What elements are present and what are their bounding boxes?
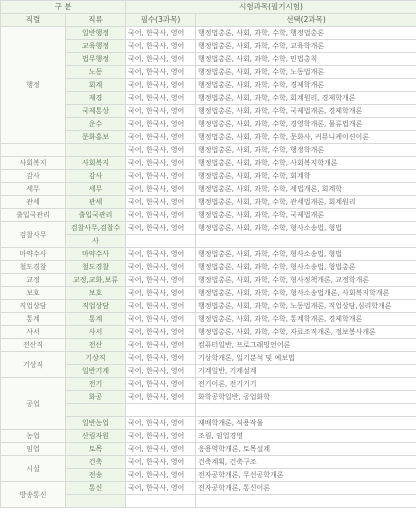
required-subjects-cell: 국어, 한국사, 영어 (126, 40, 196, 53)
optional-subjects-cell: 행정법총론, 사회, 과학, 수학, 사회복지학개론 (196, 157, 416, 170)
position-cell (66, 144, 126, 157)
optional-subjects-cell: 행정법총론, 사회, 과학, 수학, 국제법개론 (196, 209, 416, 222)
position-cell (66, 495, 126, 508)
required-subjects-cell: 국어, 한국사, 영어 (126, 456, 196, 469)
required-subjects-cell: 국어, 한국사, 영어 (126, 274, 196, 287)
position-cell: 전기 (66, 378, 126, 391)
required-subjects-cell: 국어, 한국사, 영어 (126, 118, 196, 131)
optional-subjects-cell: 행정법총론, 사회, 과학, 수학, 형사정책개론, 교정학개론 (196, 274, 416, 287)
table-row (1, 482, 416, 495)
optional-subjects-cell: 행정법총론, 사회, 과학, 수학, 자료조직개론, 정보봉사개론 (196, 326, 416, 339)
category-cell: 감사 (1, 170, 66, 183)
optional-subjects-cell: 전자공학개론, 무선공학개론 (196, 469, 416, 482)
optional-subjects-cell: 행정법총론, 사회, 과학, 수학, 형사소송법, 형법총론 (196, 261, 416, 274)
required-subjects-cell (126, 495, 196, 508)
position-cell: 화공 (66, 391, 126, 404)
optional-subjects-cell: 행정법총론, 사회, 과학, 수학, 경제학개론 (196, 79, 416, 92)
category-cell: 임업 (1, 443, 66, 456)
optional-subjects-cell: 행정법총론, 사회, 과학, 수학, 경영학개론, 물류법개론 (196, 118, 416, 131)
category-cell: 사서 (1, 326, 66, 339)
required-header: 필수(3과목) (126, 14, 196, 27)
position-cell: 재경 (66, 92, 126, 105)
position-cell: 감사 (66, 170, 126, 183)
position-cell: 사 (66, 235, 126, 248)
category-cell: 공업 (1, 378, 66, 430)
category-cell: 방송통신 (1, 482, 66, 508)
position-cell: 교육행정 (66, 40, 126, 53)
optional-subjects-cell (196, 235, 416, 248)
optional-subjects-cell: 행정법총론, 사회, 과학, 수학, 관세법개론, 회계원리 (196, 196, 416, 209)
position-cell: 직업상담 (66, 300, 126, 313)
table-row (1, 443, 416, 456)
category-cell: 철도경찰 (1, 261, 66, 274)
optional-subjects-cell: 재배학개론, 식용작물 (196, 417, 416, 430)
category-header: 직렬 (1, 14, 66, 27)
optional-subjects-cell: 건축계획, 건축구조 (196, 456, 416, 469)
position-cell: 철도경찰 (66, 261, 126, 274)
position-cell: 법무행정 (66, 53, 126, 66)
position-cell: 토목 (66, 443, 126, 456)
optional-subjects-cell: 행정법총론, 사회, 과학, 수학, 문화사, 커뮤니케이션이론 (196, 131, 416, 144)
table-row (1, 287, 416, 300)
table-row (1, 456, 416, 469)
table-row (1, 352, 416, 365)
required-subjects-cell: 국어, 한국사, 영어 (126, 131, 196, 144)
position-cell: 사서 (66, 326, 126, 339)
optional-header: 선택(2과목) (196, 14, 416, 27)
optional-subjects-cell: 컴퓨터일반, 프로그래밍언어론 (196, 339, 416, 352)
position-cell: 문화홍보 (66, 131, 126, 144)
category-cell (1, 144, 66, 157)
position-cell: 일반농업 (66, 417, 126, 430)
position-cell: 기상직 (66, 352, 126, 365)
table-row (1, 222, 416, 235)
required-subjects-cell: 국어, 한국사, 영어 (126, 53, 196, 66)
required-subjects-cell: 국어, 한국사, 영어 (126, 105, 196, 118)
optional-subjects-cell: 행정법총론, 사회, 과학, 수학, 행정법총론 (196, 27, 416, 40)
table-row (1, 248, 416, 261)
required-subjects-cell: 국어, 한국사, 영어 (126, 261, 196, 274)
position-cell: 통계 (66, 313, 126, 326)
required-subjects-cell: 국어, 한국사, 영어 (126, 92, 196, 105)
required-subjects-cell: 국어, 한국사, 영어 (126, 248, 196, 261)
required-subjects-cell: 국어, 한국사, 영어 (126, 313, 196, 326)
optional-subjects-cell: 행정법총론, 사회, 과학, 수학, 회계학 (196, 170, 416, 183)
optional-subjects-cell: 기상학개론, 일기분석 및 예보법 (196, 352, 416, 365)
table-row (1, 300, 416, 313)
optional-subjects-cell: 조림, 임업경영 (196, 430, 416, 443)
required-subjects-cell: 국어, 한국사, 영어 (126, 391, 196, 404)
position-cell: 산림자원 (66, 430, 126, 443)
table-row (1, 209, 416, 222)
position-cell: 교정,교화,보류 (66, 274, 126, 287)
position-cell: 전송 (66, 469, 126, 482)
required-subjects-cell: 국어, 한국사, 영어 (126, 170, 196, 183)
required-subjects-cell: 국어, 한국사, 영어 (126, 352, 196, 365)
table-row (1, 144, 416, 157)
required-subjects-cell: 국어, 한국사, 영어 (126, 378, 196, 391)
optional-subjects-cell: 행정법총론, 사회, 과학, 수학, 형사소송법, 형법 (196, 222, 416, 235)
required-subjects-cell: 국어, 한국사, 영어 (126, 157, 196, 170)
required-subjects-cell: 국어, 한국사, 영어 (126, 183, 196, 196)
position-cell: 일반행정 (66, 27, 126, 40)
table-row (1, 274, 416, 287)
optional-subjects-cell: 화학공학일반, 공업화학 (196, 391, 416, 404)
required-subjects-cell: 국어, 한국사, 영어 (126, 222, 196, 235)
optional-subjects-cell: 행정법총론, 사회, 과학, 수학, 형사소송법, 형법 (196, 248, 416, 261)
optional-subjects-cell: 행정법총론, 사회, 과학, 수학, 노동법개론, 직업상담,심리학개론 (196, 300, 416, 313)
optional-subjects-cell: 행정법총론, 사회, 과학, 수학, 국제법개론, 경제학개론 (196, 105, 416, 118)
position-cell: 보호 (66, 287, 126, 300)
category-cell: 행정 (1, 27, 66, 144)
required-subjects-cell: 국어, 한국사, 영어 (126, 482, 196, 495)
required-subjects-cell: 국어, 한국사, 영어 (126, 326, 196, 339)
category-cell: 직업상담 (1, 300, 66, 313)
category-cell: 통계 (1, 313, 66, 326)
optional-subjects-cell (196, 495, 416, 508)
table-row (1, 378, 416, 391)
position-cell: 마약수사 (66, 248, 126, 261)
table-row (1, 183, 416, 196)
optional-subjects-cell: 행정법총론, 사회, 과학, 수학, 교육학개론 (196, 40, 416, 53)
table-row (1, 170, 416, 183)
category-cell: 세무 (1, 183, 66, 196)
optional-subjects-cell: 전자공학개론, 통신이론 (196, 482, 416, 495)
table-row (1, 339, 416, 352)
position-cell: 회계 (66, 79, 126, 92)
position-cell: 출입국관리 (66, 209, 126, 222)
optional-subjects-cell: 행정법총론, 사회, 과학, 수학, 민법총칙 (196, 53, 416, 66)
category-cell: 출입국관리 (1, 209, 66, 222)
position-cell: 검찰사무,검찰수 (66, 222, 126, 235)
category-cell: 사회복지 (1, 157, 66, 170)
category-cell: 시설 (1, 456, 66, 482)
table-row (1, 27, 416, 40)
position-cell: 일반기계 (66, 365, 126, 378)
required-subjects-cell: 국어, 한국사, 영어 (126, 287, 196, 300)
table-row (1, 157, 416, 170)
required-subjects-cell: 국어, 한국사, 영어 (126, 417, 196, 430)
required-subjects-cell: 국어, 한국사, 영어 (126, 144, 196, 157)
optional-subjects-cell: 행정법총론, 사회, 과학, 수학, 행정학개론 (196, 144, 416, 157)
table-row (1, 196, 416, 209)
required-subjects-cell: 국어, 한국사, 영어 (126, 469, 196, 482)
position-cell: 전산 (66, 339, 126, 352)
group-header: 구 분 (1, 1, 126, 14)
position-cell: 국제통상 (66, 105, 126, 118)
required-subjects-cell: 국어, 한국사, 영어 (126, 209, 196, 222)
required-subjects-cell: 국어, 한국사, 영어 (126, 430, 196, 443)
optional-subjects-cell: 전기이론, 전기기기 (196, 378, 416, 391)
category-cell: 교정 (1, 274, 66, 287)
optional-subjects-cell (196, 404, 416, 417)
table-row (1, 326, 416, 339)
position-cell: 건축 (66, 456, 126, 469)
category-cell: 관세 (1, 196, 66, 209)
required-subjects-cell: 국어, 한국사, 영어 (126, 27, 196, 40)
required-subjects-cell (126, 235, 196, 248)
required-subjects-cell: 국어, 한국사, 영어 (126, 79, 196, 92)
position-cell: 관세 (66, 196, 126, 209)
required-subjects-cell: 국어, 한국사, 영어 (126, 66, 196, 79)
optional-subjects-cell: 행정법총론, 사회, 과학, 수학, 회계원리, 경제학개론 (196, 92, 416, 105)
required-subjects-cell: 국어, 한국사, 영어 (126, 339, 196, 352)
position-cell: 통신 (66, 482, 126, 495)
position-header: 직류 (66, 14, 126, 27)
optional-subjects-cell: 응용역학개론, 토목설계 (196, 443, 416, 456)
optional-subjects-cell: 기계일반, 기계설계 (196, 365, 416, 378)
exam-subjects-header: 시험과목(필기시험) (126, 1, 416, 14)
category-cell: 기상직 (1, 352, 66, 378)
category-cell: 농업 (1, 430, 66, 443)
required-subjects-cell: 국어, 한국사, 영어 (126, 300, 196, 313)
position-cell: 운수 (66, 118, 126, 131)
optional-subjects-cell: 행정법총론, 사회, 과학, 수학, 형사소송법개론, 사회복지학개론 (196, 287, 416, 300)
category-cell: 검찰사무 (1, 222, 66, 248)
optional-subjects-cell: 행정법총론, 사회, 과학, 수학, 통계학개론, 경제학개론 (196, 313, 416, 326)
category-cell: 보호 (1, 287, 66, 300)
position-cell: 사회복지 (66, 157, 126, 170)
category-cell: 전산직 (1, 339, 66, 352)
table-row (1, 313, 416, 326)
required-subjects-cell: 국어, 한국사, 영어 (126, 196, 196, 209)
required-subjects-cell (126, 404, 196, 417)
position-cell: 노동 (66, 66, 126, 79)
optional-subjects-cell: 행정법총론, 사회, 과학, 수학, 노동법개론 (196, 66, 416, 79)
table-row (1, 261, 416, 274)
required-subjects-cell: 국어, 한국사, 영어 (126, 443, 196, 456)
category-cell: 마약수사 (1, 248, 66, 261)
required-subjects-cell: 국어, 한국사, 영어 (126, 365, 196, 378)
position-cell (66, 404, 126, 417)
table-row (1, 430, 416, 443)
position-cell: 세무 (66, 183, 126, 196)
optional-subjects-cell: 행정법총론, 사회, 과학, 수학, 세법개론, 회계학 (196, 183, 416, 196)
